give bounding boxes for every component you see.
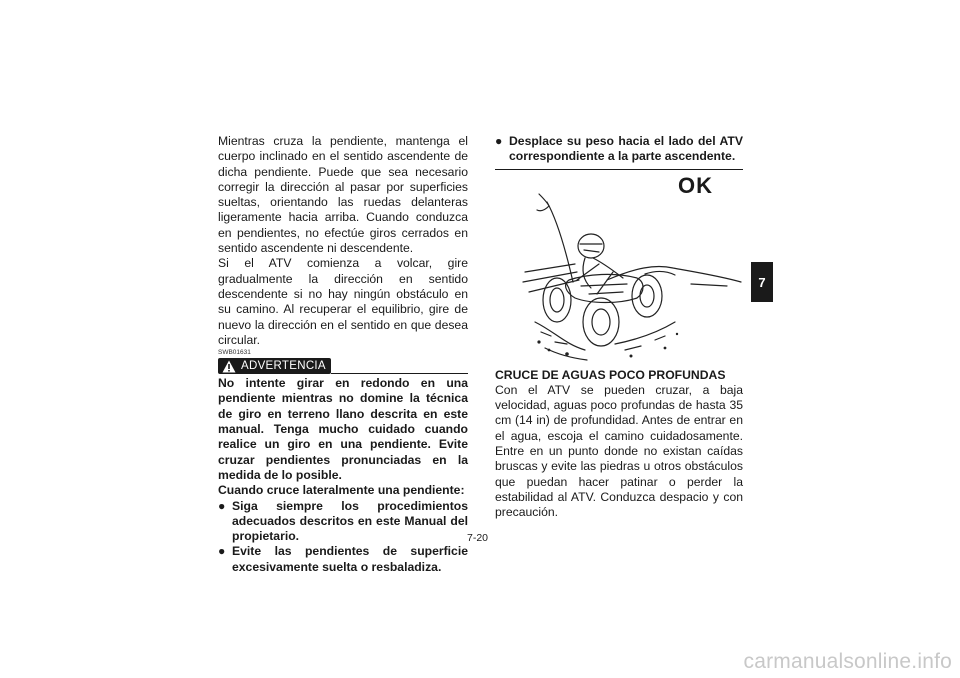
- atv-rider-drawing: [495, 172, 743, 366]
- bullet-item: [218, 544, 468, 575]
- chapter-tab: 7: [751, 262, 773, 302]
- warning-text: No intente girar en redondo en una pendiente mientras no domine la técnica de giro en terreno llano descrita en este manual. Tenga mucho cuidado cuando realice un giro en una pendiente. Evite cruzar pendientes pronunciadas en la medida de lo posible.: [218, 376, 468, 482]
- body-paragraph: Con el ATV se pueden cruzar, a baja velocidad, aguas poco profundas de hasta 35 cm (14 in) de profundidad. Antes de entrar en el agua, escoja el camino cuidadosamente. Entre en un punto donde no existan caídas bruscas y evite las piedras u otros obstáculos que puedan hacer patinar o perder la estabilidad al ATV. Conduzca despacio y con precaución.: [495, 382, 743, 520]
- bullet-icon: ●: [218, 498, 226, 513]
- warning-header: [218, 358, 468, 376]
- bullet-text: Siga siempre los procedimientos adecuados descritos en este Manual del propietario.: [232, 498, 468, 544]
- right-column: [495, 134, 743, 521]
- section-heading: CRUCE DE AGUAS POCO PROFUNDAS: [495, 367, 726, 382]
- bullet-icon: ●: [495, 134, 503, 148]
- warning-divider: [331, 373, 468, 374]
- warning-lead: Cuando cruce lateralmente una pendiente:: [218, 483, 465, 498]
- bullet-item: [218, 499, 468, 545]
- bullet-text: Desplace su peso hacia el lado del ATV correspondiente a la parte ascendente.: [509, 134, 743, 164]
- bullet-icon: ●: [218, 544, 226, 559]
- watermark: carmanualsonline.info: [743, 650, 952, 673]
- bullet-text: Evite las pendientes de superficie excesivamente suelta o resbaladiza.: [232, 544, 468, 574]
- body-paragraph: Mientras cruza la pendiente, mantenga el cuerpo inclinado en el sentido ascendente de dicha pendiente. Puede que sea necesario corregir la dirección al pasar por superficies sueltas, orientando las ruedas delanteras ligeramente hacia arriba. Cuando conduzca en pendientes, no efectúe giros cerrados en sentido ascendente ni descendente.: [218, 134, 468, 256]
- figure-ok-label: OK: [678, 172, 713, 198]
- warning-triangle-icon: [222, 360, 236, 373]
- atv-illustration: [495, 172, 743, 366]
- bullet-item: [495, 134, 743, 165]
- body-paragraph: Si el ATV comienza a volcar, gire gradualmente la dirección en sentido descendente si no hay ningún obstáculo en su camino. Al recuperar el equilibrio, gire de nuevo la dirección en el sentido en que desea circular.: [218, 256, 468, 347]
- warning-badge: [218, 358, 331, 374]
- warning-label: ADVERTENCIA: [241, 359, 326, 372]
- page-number: 7-20: [467, 532, 489, 544]
- left-column: [218, 134, 468, 575]
- section-divider: [495, 169, 743, 170]
- reference-code: SWB01631: [218, 349, 251, 357]
